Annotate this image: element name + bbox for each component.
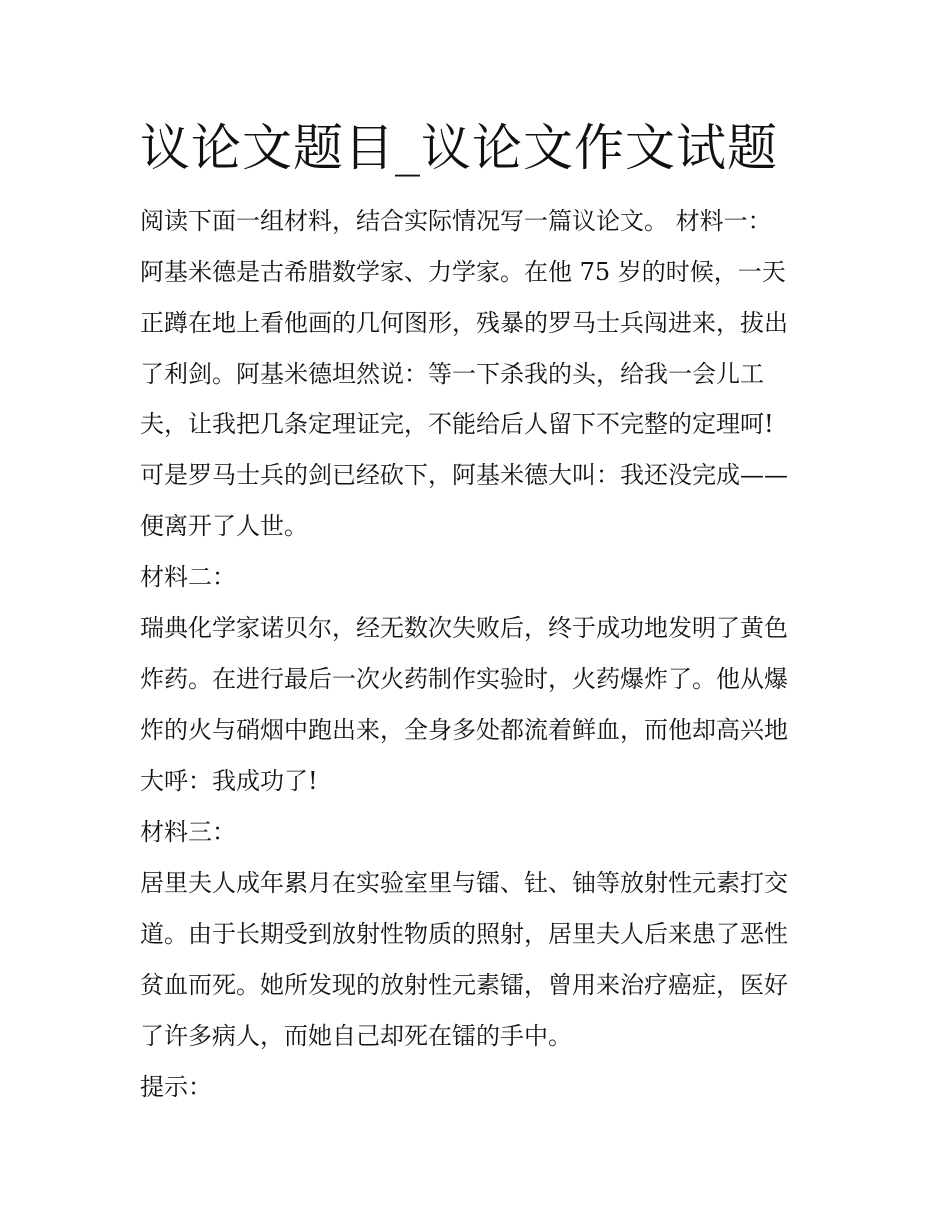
text-line: 了利剑。阿基米德坦然说：等一下杀我的头，给我一会儿工 xyxy=(140,360,764,388)
text-line: 可是罗马士兵的剑已经砍下，阿基米德大叫：我还没完成—— xyxy=(140,461,788,489)
text-line: 瑞典化学家诺贝尔，经无数次失败后，终于成功地发明了黄色 xyxy=(140,614,788,642)
text-line: 正蹲在地上看他画的几何图形，残暴的罗马士兵闯进来，拔出 xyxy=(140,309,788,337)
section-heading: 材料三： xyxy=(140,818,236,846)
text-line: 夫，让我把几条定理证完，不能给后人留下不完整的定理呵! xyxy=(140,410,774,438)
text-line: 贫血而死。她所发现的放射性元素镭，曾用来治疗癌症，医好 xyxy=(140,971,788,999)
text-line: 炸药。在进行最后一次火药制作实验时，火药爆炸了。他从爆 xyxy=(140,665,788,693)
text-line: 阿基米德是古希腊数学家、力学家。在他 75 岁的时候，一天 xyxy=(140,258,786,286)
text-line: 居里夫人成年累月在实验室里与镭、钍、铀等放射性元素打交 xyxy=(140,869,788,897)
section-heading: 提示： xyxy=(140,1073,212,1101)
text-line: 了许多病人，而她自己却死在镭的手中。 xyxy=(140,1022,572,1050)
text-line: 道。由于长期受到放射性物质的照射，居里夫人后来患了恶性 xyxy=(140,920,788,948)
text-line: 便离开了人世。 xyxy=(140,512,308,540)
text-line: 阅读下面一组材料，结合实际情况写一篇议论文。 材料一： xyxy=(140,207,772,235)
text-line: 炸的火与硝烟中跑出来，全身多处都流着鲜血，而他却高兴地 xyxy=(140,716,788,744)
section-heading: 材料二： xyxy=(140,563,236,591)
document-title: 议论文题目_议论文作文试题 xyxy=(140,119,778,177)
text-line: 大呼：我成功了! xyxy=(140,767,318,795)
